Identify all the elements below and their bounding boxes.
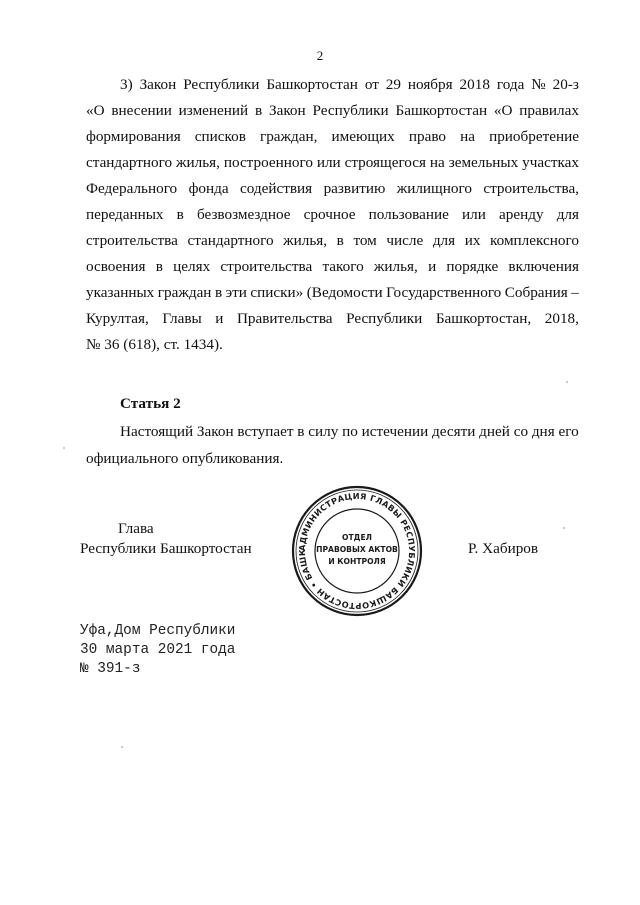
- article-text: [86, 418, 579, 472]
- paragraph-word: освоения: [86, 258, 146, 275]
- paragraph-line: [86, 280, 579, 306]
- paragraph-line: [86, 150, 579, 176]
- paragraph-word: 3): [120, 76, 133, 93]
- paragraph-word: «О: [86, 102, 105, 119]
- paragraph-word: в: [155, 258, 163, 275]
- paragraph-line: [86, 98, 579, 124]
- paragraph-word: формирования: [86, 128, 181, 145]
- stamp-center-line: ОТДЕЛ: [342, 533, 372, 542]
- article-text-line: официального опубликования.: [86, 450, 284, 467]
- paragraph-word: Республики: [346, 310, 423, 327]
- paragraph-word: и: [215, 310, 224, 327]
- paragraph-word: Башкортостан: [395, 102, 488, 119]
- paragraph-word: Собрания: [504, 284, 568, 301]
- paragraph-word: жилищного: [396, 180, 472, 197]
- paragraph-word: такого: [322, 258, 364, 275]
- official-stamp: [290, 484, 424, 618]
- paragraph-word: изменений: [178, 102, 249, 119]
- paragraph-word: в: [254, 102, 263, 119]
- document-footer: [80, 622, 235, 679]
- paragraph-word: 29: [385, 76, 401, 93]
- paragraph-word: аренду: [499, 206, 544, 223]
- paragraph-word: включения: [508, 258, 579, 275]
- paragraph-word: том: [353, 232, 377, 249]
- paragraph-word: участках: [522, 154, 579, 171]
- paragraph-word: ноября: [407, 76, 453, 93]
- article-heading: Статья 2: [120, 395, 181, 412]
- paragraph-word: стандартного: [86, 154, 173, 171]
- paragraph-word: граждан: [157, 284, 212, 301]
- paragraph-word: эти: [225, 284, 247, 301]
- paragraph-word: развитию: [323, 180, 386, 197]
- paragraph-word: жилья,: [176, 154, 220, 171]
- paragraph-word: указанных: [86, 284, 155, 301]
- paragraph-word: жилья,: [373, 258, 418, 275]
- paragraph-word: целях: [173, 258, 211, 275]
- paragraph-word: Республики: [312, 102, 389, 119]
- paragraph-word: безвозмездное: [196, 206, 291, 223]
- paragraph-line: [86, 72, 579, 98]
- signature-subtitle: Республики Башкортостан: [80, 540, 252, 557]
- stamp-outer-text: АДМИНИСТРАЦИЯ ГЛАВЫ РЕСПУБЛИКИ БАШКОРТОСТАН • БАШК: [296, 490, 418, 612]
- paragraph-word: строящегося: [344, 154, 427, 171]
- paragraph-word: приобретение: [489, 128, 579, 145]
- paragraph-word: содействия: [240, 180, 313, 197]
- paragraph-line: [86, 228, 579, 254]
- paragraph-line: [86, 306, 579, 332]
- paragraph-word: Закон: [139, 76, 177, 93]
- paragraph-word: строительства: [220, 258, 313, 275]
- paragraph-word: «О: [493, 102, 513, 119]
- paragraph-word: имеющих: [331, 128, 395, 145]
- paragraph-word: или: [316, 154, 341, 171]
- paragraph-word: на: [460, 128, 475, 145]
- paragraph-line: [86, 202, 579, 228]
- paragraph-word: от: [364, 76, 379, 93]
- paragraph-word: для: [432, 232, 456, 249]
- paragraph-word: строительства: [86, 232, 178, 249]
- page-number: 2: [316, 48, 324, 63]
- footer-place: Уфа,Дом Республики: [80, 623, 236, 639]
- paragraph-word: –: [571, 284, 579, 301]
- paragraph-word: списков: [194, 128, 246, 145]
- scan-speck: [563, 527, 565, 529]
- paragraph-word: срочное: [303, 206, 356, 223]
- paragraph-word: Главы: [162, 310, 202, 327]
- paragraph-line: [86, 124, 579, 150]
- paragraph-word: в: [214, 284, 223, 301]
- paragraph-word: Башкортостан: [266, 76, 358, 93]
- paragraph-word: Федерального: [86, 180, 178, 197]
- law-reference-paragraph: [86, 72, 579, 358]
- paragraph-word: правилах: [519, 102, 579, 119]
- paragraph-word: 20-з: [552, 76, 579, 93]
- paragraph-word: фонда: [188, 180, 229, 197]
- article-text-line: Настоящий Закон вступает в силу по истечении десяти дней со дня его: [120, 423, 579, 440]
- paragraph-word: года: [496, 76, 525, 93]
- signature-title: Глава: [118, 520, 154, 537]
- paragraph-word: построенного: [223, 154, 313, 171]
- paragraph-word: строительства,: [483, 180, 579, 197]
- paragraph-word: их: [464, 232, 481, 249]
- paragraph-word: Башкортостан,: [435, 310, 532, 327]
- paragraph-word: (Ведомости: [306, 284, 383, 301]
- paragraph-word: внесении: [111, 102, 172, 119]
- paragraph-word: Государственного: [386, 284, 502, 301]
- scan-speck: [63, 447, 65, 449]
- paragraph-word: Республики: [183, 76, 260, 93]
- paragraph-word: земельных: [448, 154, 519, 171]
- paragraph-word: пользование: [368, 206, 449, 223]
- paragraph-word: переданных: [86, 206, 164, 223]
- paragraph-word: в: [176, 206, 184, 223]
- paragraph-word: порядке: [446, 258, 499, 275]
- signatory-name: Р. Хабиров: [468, 540, 539, 557]
- paragraph-word: на: [429, 154, 445, 171]
- paragraph-word: 2018: [459, 76, 490, 93]
- stamp-center-line: И КОНТРОЛЯ: [328, 557, 386, 566]
- paragraph-word: Курултая,: [86, 310, 149, 327]
- footer-date: 30 марта 2021 года: [80, 642, 236, 658]
- paragraph-word: и: [428, 258, 437, 275]
- paragraph-word: № 36 (618), ст. 1434).: [86, 336, 223, 353]
- paragraph-line: [86, 176, 579, 202]
- paragraph-line: [86, 254, 579, 280]
- paragraph-word: граждан,: [259, 128, 318, 145]
- paragraph-word: стандартного: [187, 232, 274, 249]
- footer-number: № 391-з: [80, 661, 141, 677]
- paragraph-line: [86, 332, 579, 358]
- paragraph-word: жилья,: [283, 232, 328, 249]
- paragraph-word: в: [336, 232, 344, 249]
- paragraph-word: списки»: [250, 284, 304, 301]
- paragraph-word: комплексного: [490, 232, 579, 249]
- stamp-center-line: ПРАВОВЫХ АКТОВ: [316, 545, 398, 554]
- paragraph-word: для: [556, 206, 579, 223]
- paragraph-word: Закон: [268, 102, 306, 119]
- scan-speck: [566, 381, 568, 383]
- paragraph-word: Правительства: [236, 310, 333, 327]
- paragraph-word: числе: [386, 232, 424, 249]
- paragraph-word: №: [531, 76, 546, 93]
- scan-speck: [121, 746, 123, 748]
- paragraph-word: право: [408, 128, 446, 145]
- paragraph-word: или: [462, 206, 486, 223]
- paragraph-word: 2018,: [544, 310, 579, 327]
